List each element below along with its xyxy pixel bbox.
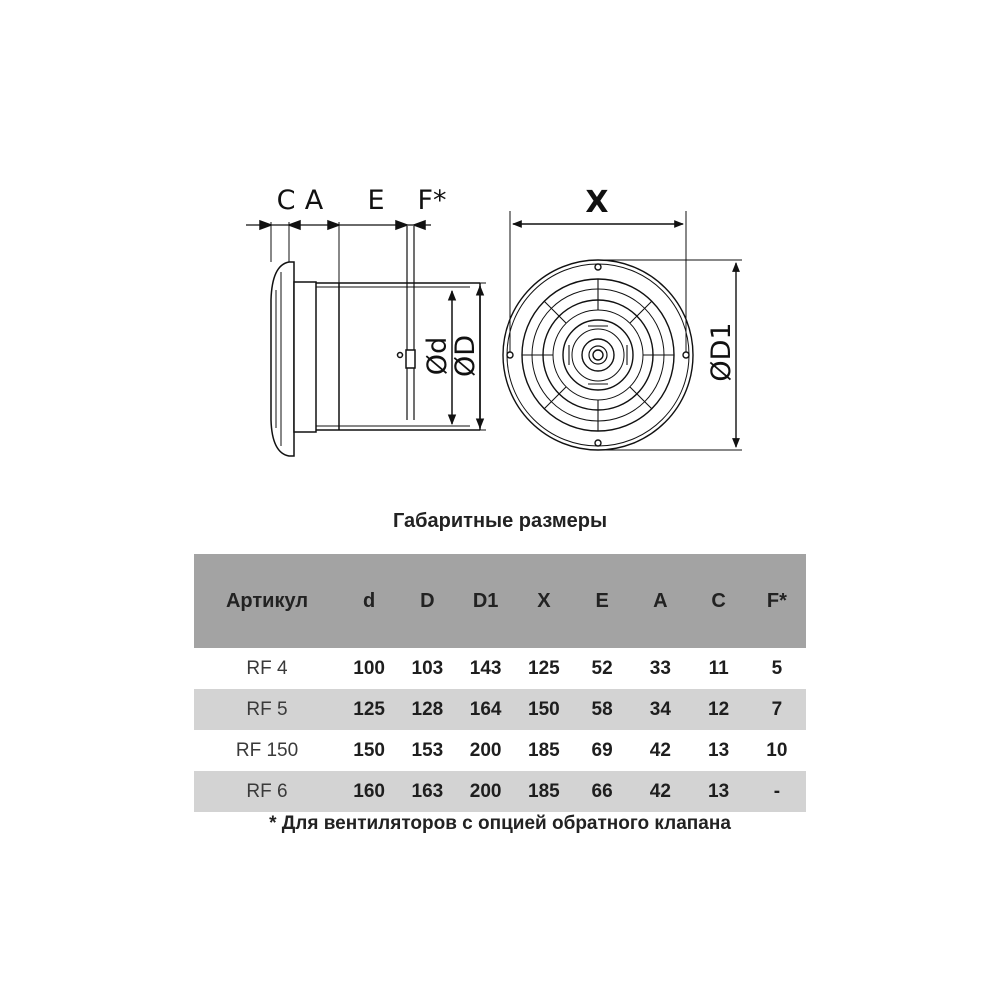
label-c: C — [276, 185, 296, 216]
cell-c: 11 — [708, 657, 729, 679]
cell-D: 163 — [398, 771, 456, 812]
cell-f: 10 — [766, 739, 788, 761]
label-d1: ØD1 — [706, 322, 737, 382]
cell-f: 5 — [771, 657, 783, 679]
cell-c: 13 — [690, 771, 748, 812]
label-f: F* — [417, 185, 447, 216]
label-e: E — [367, 185, 385, 216]
header-f: F* — [748, 554, 806, 648]
label-x: X — [585, 185, 609, 220]
header-x: X — [515, 554, 573, 648]
table-row — [194, 730, 806, 771]
header-d: d — [340, 554, 398, 648]
label-d-small: Ød — [422, 336, 453, 376]
header-e: E — [573, 554, 631, 648]
cell-c: 13 — [708, 739, 730, 761]
cell-e: 69 — [591, 739, 613, 761]
header-a: A — [631, 554, 689, 648]
cell-article: RF 5 — [194, 689, 340, 730]
table-row — [194, 771, 806, 812]
cell-x: 150 — [515, 689, 573, 730]
cell-x: 185 — [528, 739, 560, 761]
label-d-large: ØD — [450, 334, 481, 378]
cell-article: RF 6 — [194, 771, 340, 812]
cell-a: 33 — [649, 657, 671, 679]
header-D1: D1 — [457, 554, 515, 648]
cell-D: 103 — [411, 657, 444, 679]
cell-d: 160 — [340, 771, 398, 812]
section-title: Габаритные размеры — [392, 510, 608, 532]
cell-x: 185 — [515, 771, 573, 812]
cell-e: 52 — [591, 657, 613, 679]
cell-D1: 200 — [469, 739, 502, 761]
cell-f: 7 — [748, 689, 806, 730]
flange-outline — [271, 262, 294, 456]
cell-d: 125 — [340, 689, 398, 730]
cell-article: RF 150 — [235, 739, 299, 761]
collar — [294, 282, 316, 432]
cell-e: 58 — [573, 689, 631, 730]
cell-D: 128 — [398, 689, 456, 730]
cell-a: 42 — [631, 771, 689, 812]
cell-D1: 200 — [457, 771, 515, 812]
header-D: D — [398, 554, 456, 648]
cell-article: RF 4 — [246, 657, 288, 679]
cell-D1: 143 — [469, 657, 502, 679]
table-row — [194, 689, 806, 730]
header-article: Артикул — [194, 554, 340, 648]
table-header-row — [194, 554, 806, 648]
cell-a: 34 — [631, 689, 689, 730]
cell-a: 42 — [649, 739, 671, 761]
label-a: A — [304, 185, 324, 216]
cell-c: 12 — [690, 689, 748, 730]
cell-f: - — [748, 771, 806, 812]
cell-D1: 164 — [457, 689, 515, 730]
dimensions-table — [194, 554, 806, 812]
footnote: * Для вентиляторов с опцией обратного клапана — [269, 813, 731, 834]
header-c: C — [690, 554, 748, 648]
table-row — [194, 648, 806, 689]
cell-d: 100 — [353, 657, 385, 679]
cell-x: 125 — [528, 657, 560, 679]
cell-D: 153 — [411, 739, 444, 761]
cell-d: 150 — [353, 739, 385, 761]
cell-e: 66 — [573, 771, 631, 812]
